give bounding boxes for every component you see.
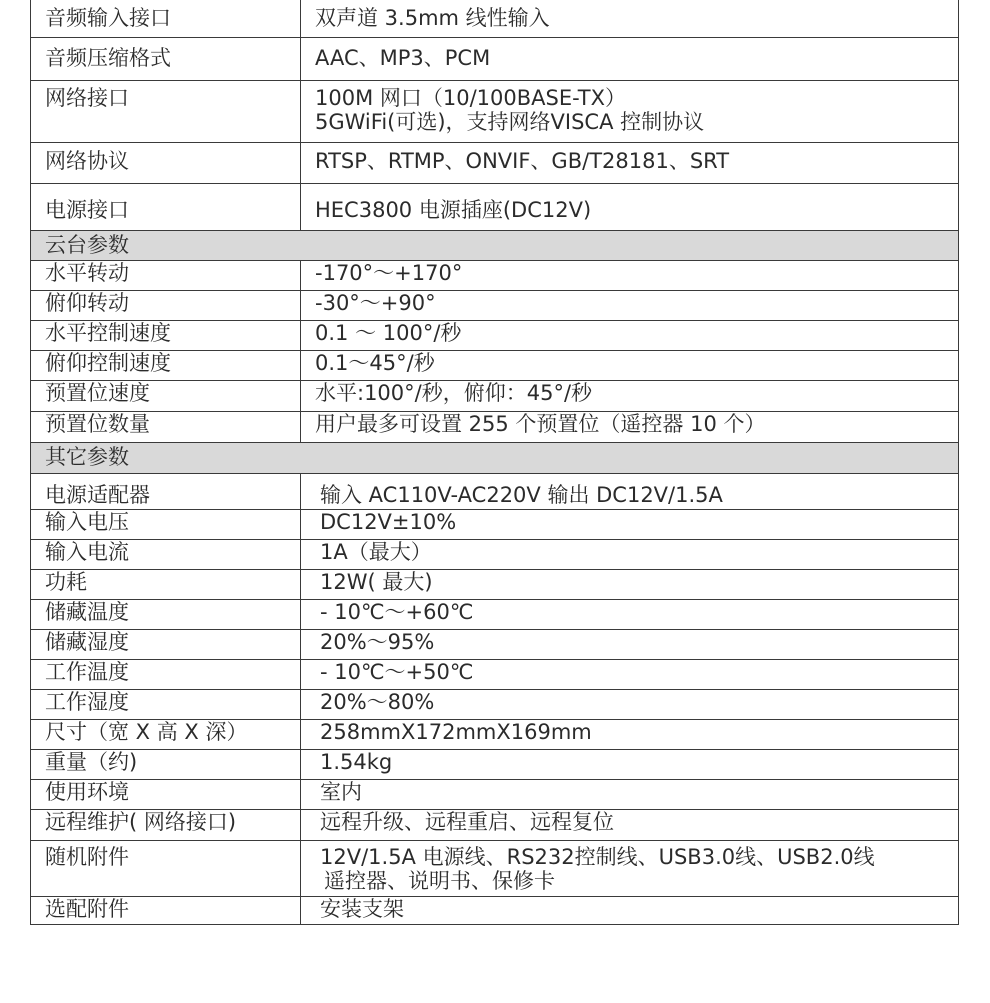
spec-row [31,260,959,290]
spec-value [301,473,959,509]
spec-value-line: 1.54kg [320,749,393,774]
spec-value-line: 258mmX172mmX169mm [320,719,592,744]
spec-label: 使用环境 [31,779,301,809]
spec-row [31,719,959,749]
spec-value [301,0,959,37]
spec-row [31,183,959,230]
spec-label: 音频压缩格式 [31,37,301,80]
spec-label: 预置位速度 [31,380,301,411]
spec-label: 水平转动 [31,260,301,290]
spec-row [31,569,959,599]
spec-value-line: 遥控器、说明书、保修卡 [324,868,555,893]
spec-value-line: 0.1 ～ 100°/秒 [315,320,462,345]
spec-label: 俯仰转动 [31,290,301,320]
spec-value [301,320,959,350]
spec-row [31,290,959,320]
spec-label: 网络接口 [31,80,301,142]
spec-value [301,509,959,539]
spec-row [31,320,959,350]
spec-value-line: 20%～80% [320,689,435,714]
spec-value-line: -170°～+170° [315,260,463,285]
spec-value [301,80,959,142]
spec-value [301,779,959,809]
spec-row [31,599,959,629]
spec-table-body [31,0,959,924]
spec-value [301,539,959,569]
spec-value [301,840,959,896]
spec-label: 输入电流 [31,539,301,569]
spec-value-line: - 10℃～+50℃ [320,659,474,684]
spec-row [31,380,959,411]
spec-label: 工作湿度 [31,689,301,719]
spec-value [301,719,959,749]
spec-value [301,599,959,629]
spec-label: 音频输入接口 [31,0,301,37]
spec-value-line: 输入 AC110V-AC220V 输出 DC12V/1.5A [320,482,723,507]
spec-value-line: HEC3800 电源插座(DC12V) [315,197,592,222]
spec-value-line: 12V/1.5A 电源线、RS232控制线、USB3.0线、USB2.0线 [320,844,875,869]
spec-value [301,659,959,689]
spec-value-line: 5GWiFi(可选)，支持网络VISCA 控制协议 [315,109,705,134]
spec-row [31,779,959,809]
spec-row [31,689,959,719]
spec-value-line: DC12V±10% [320,509,457,534]
spec-value-line: 水平:100°/秒，俯仰：45°/秒 [315,380,593,405]
spec-label: 尺寸（宽 X 高 X 深） [31,719,301,749]
spec-value [301,569,959,599]
spec-value [301,380,959,411]
spec-row [31,350,959,380]
spec-label: 工作温度 [31,659,301,689]
spec-label: 电源接口 [31,183,301,230]
section-header [31,230,959,260]
spec-label: 预置位数量 [31,411,301,442]
spec-value [301,37,959,80]
spec-value-line: RTSP、RTMP、ONVIF、GB/T28181、SRT [315,148,730,173]
spec-value-line: AAC、MP3、PCM [315,45,491,70]
spec-label: 远程维护( 网络接口) [31,809,301,840]
spec-label: 俯仰控制速度 [31,350,301,380]
spec-value-line: 双声道 3.5mm 线性输入 [315,6,550,30]
spec-value-line: 20%～95% [320,629,435,654]
spec-row [31,749,959,779]
spec-table [30,0,959,925]
spec-row [31,539,959,569]
spec-value [301,629,959,659]
spec-value [301,350,959,380]
spec-row [31,629,959,659]
spec-value-line: 1A（最大） [320,539,432,564]
spec-label: 储藏湿度 [31,629,301,659]
spec-row [31,80,959,142]
spec-label: 网络协议 [31,142,301,183]
spec-value-line: 室内 [320,779,362,804]
spec-value [301,290,959,320]
spec-label: 储藏温度 [31,599,301,629]
spec-value [301,411,959,442]
spec-value-line: 0.1～45°/秒 [315,350,435,375]
spec-row [31,659,959,689]
spec-value [301,896,959,924]
spec-row [31,411,959,442]
spec-label: 重量（约) [31,749,301,779]
spec-label: 水平控制速度 [31,320,301,350]
spec-row [31,809,959,840]
spec-label: 电源适配器 [31,473,301,509]
spec-label: 输入电压 [31,509,301,539]
spec-value [301,809,959,840]
spec-row [31,0,959,37]
spec-row [31,509,959,539]
spec-label: 选配附件 [31,896,301,924]
spec-row [31,896,959,924]
spec-row [31,142,959,183]
spec-value-line: - 10℃～+60℃ [320,599,474,624]
spec-value-line: 用户最多可设置 255 个预置位（遥控器 10 个） [315,411,766,436]
spec-label: 功耗 [31,569,301,599]
spec-value [301,142,959,183]
spec-label: 随机附件 [31,840,301,896]
spec-value-line: -30°～+90° [315,290,436,315]
spec-value [301,749,959,779]
spec-value [301,260,959,290]
section-title: 云台参数 [31,230,959,260]
spec-row [31,840,959,896]
section-title: 其它参数 [31,442,959,473]
spec-value-line: 远程升级、远程重启、远程复位 [320,809,614,834]
spec-value-line: 12W( 最大) [320,569,433,594]
spec-row [31,37,959,80]
spec-value [301,183,959,230]
spec-value [301,689,959,719]
spec-value-line: 100M 网口（10/100BASE-TX） [315,85,626,110]
spec-value-line: 安装支架 [320,896,404,921]
section-header [31,442,959,473]
spec-row [31,473,959,509]
